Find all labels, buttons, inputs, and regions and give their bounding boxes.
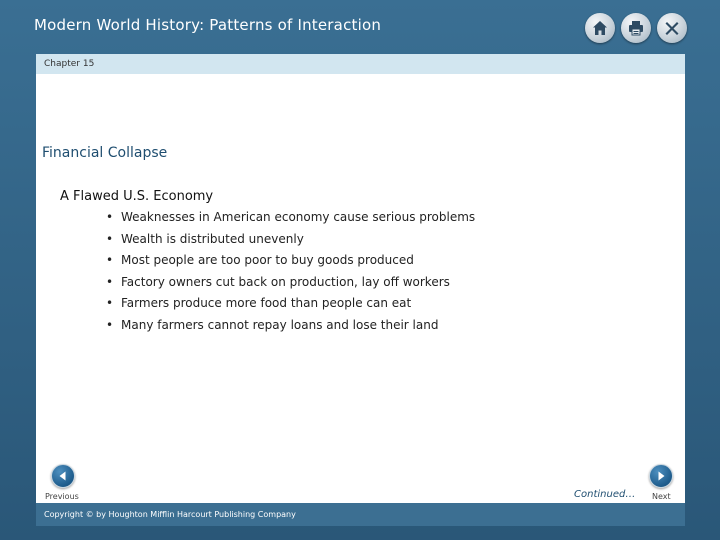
bullet-list [106, 210, 475, 340]
section-heading: A Flawed U.S. Economy [60, 189, 214, 204]
close-button[interactable] [657, 13, 687, 43]
arrow-left-icon [57, 470, 69, 482]
next-label[interactable]: Next [652, 492, 671, 501]
footer-bar [36, 503, 685, 526]
chapter-bar [36, 54, 685, 74]
list-item: • Farmers produce more food than people can eat [106, 296, 475, 318]
list-item: • Weaknesses in American economy cause serious problems [106, 210, 475, 232]
list-item: • Wealth is distributed unevenly [106, 232, 475, 254]
home-icon [591, 19, 609, 37]
previous-label[interactable]: Previous [45, 492, 79, 501]
print-icon [627, 19, 645, 37]
app-title: Modern World History: Patterns of Interaction [34, 16, 382, 34]
print-button[interactable] [621, 13, 651, 43]
previous-button[interactable] [51, 464, 75, 488]
close-icon [663, 19, 681, 37]
list-item: • Factory owners cut back on production, lay off workers [106, 275, 475, 297]
next-button[interactable] [649, 464, 673, 488]
slide-title: Financial Collapse [42, 145, 168, 161]
chapter-label: Chapter 15 [44, 59, 95, 69]
list-item: • Most people are too poor to buy goods produced [106, 253, 475, 275]
continued-label: Continued… [574, 489, 636, 500]
home-button[interactable] [585, 13, 615, 43]
slide-content [36, 54, 685, 526]
list-item: • Many farmers cannot repay loans and lose their land [106, 318, 475, 340]
arrow-right-icon [655, 470, 667, 482]
copyright-text: Copyright © by Houghton Mifflin Harcourt Publishing Company [44, 510, 296, 519]
